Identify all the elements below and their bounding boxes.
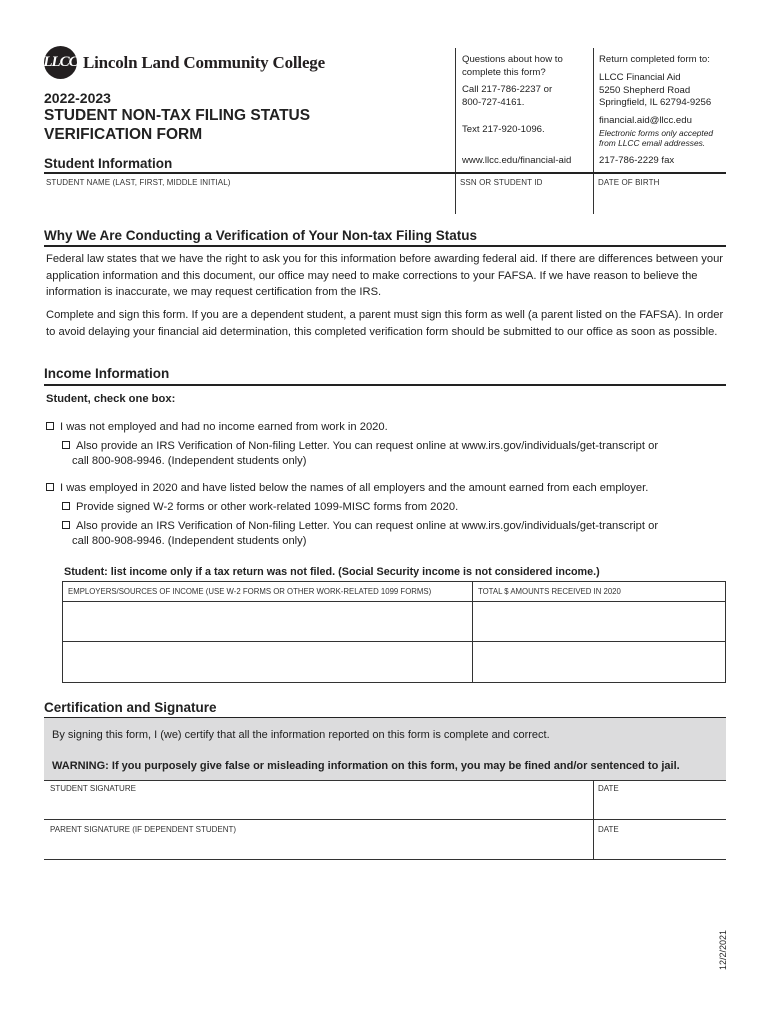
form-title [44,106,344,144]
college-name: Lincoln Land Community College [83,52,325,72]
ssn-label: SSN OR STUDENT ID [460,178,543,187]
option1-sub1-line1: Also provide an IRS Verification of Non-filing Letter. You can request online at www.irs.gov/individuals/get-transcript or [76,440,659,452]
income-col2-header: TOTAL $ AMOUNTS RECEIVED IN 2020 [473,582,726,602]
student-name-label: STUDENT NAME (LAST, FIRST, MIDDLE INITIAL) [46,178,231,187]
option2-sub2-line2: call 800-908-9946. (Independent students only) [72,535,307,547]
call-text [462,84,552,109]
option2-sub1-row [62,500,458,516]
option1-row [46,420,388,436]
return-label: Return completed form to: [599,54,710,65]
form-title-line1: STUDENT NON-TAX FILING STATUS [44,107,311,124]
income-source-cell-2[interactable] [63,642,473,683]
income-heading: Income Information [44,366,170,381]
address-line3: Springfield, IL 62794-9256 [599,97,712,108]
questions-text [462,54,563,79]
income-rule [44,384,726,386]
certification-warning: WARNING: If you purposely give false or misleading information on this form, you may be fined and/or sentenced to jail. [52,760,680,772]
email-note-line1: Electronic forms only accepted [599,127,714,138]
table-row [63,582,726,602]
email-note-line2: from LLCC email addresses. [599,137,706,148]
option2-sub2-line1: Also provide an IRS Verification of Non-filing Letter. You can request online at www.irs.gov/individuals/get-transcript or [76,520,659,532]
option2-label: I was employed in 2020 and have listed below the names of all employers and the amount earned from each employer. [60,482,649,494]
student-signature-label: STUDENT SIGNATURE [50,784,136,793]
parent-date-label: DATE [598,825,619,834]
college-logo [44,46,325,79]
parent-date-field[interactable] [594,821,726,859]
parent-signature-field[interactable] [44,821,592,859]
questions-line1: Questions about how to [462,54,563,65]
option2-sub2-row [62,519,658,535]
revision-date: 12/2/2021 [718,929,728,970]
form-title-line2: VERIFICATION FORM [44,126,203,143]
why-heading: Why We Are Conducting a Verification of Your Non-tax Filing Status [44,228,478,243]
option1-sub1-line2: call 800-908-9946. (Independent students only) [72,455,307,467]
why-paragraph-2: Complete and sign this form. If you are a dependent student, a parent must sign this form as well (a parent listed on the FAFSA). In order to avoid delaying your financial aid determination, this completed verification form should be submitted to our office as soon as possible. [46,309,724,338]
form-year: 2022-2023 [44,90,111,106]
ssn-field[interactable] [456,176,592,214]
dob-label: DATE OF BIRTH [598,178,660,187]
income-col1-header: EMPLOYERS/SOURCES OF INCOME (USE W-2 FORMS OR OTHER WORK-RELATED 1099 FORMS) [63,582,473,602]
option2-sub2-checkbox[interactable] [62,521,70,529]
income-table-note: Student: list income only if a tax return was not filed. (Social Security income is not considered income.) [64,566,600,578]
email-link[interactable]: financial.aid@llcc.edu [599,115,692,126]
student-name-field[interactable] [44,176,454,214]
option2-sub1-checkbox[interactable] [62,502,70,510]
certification-heading: Certification and Signature [44,700,217,715]
why-rule [44,245,726,247]
income-instruction: Student, check one box: [46,393,176,405]
option2-checkbox[interactable] [46,483,54,491]
return-address [599,72,711,110]
student-signature-field[interactable] [44,781,592,819]
student-date-label: DATE [598,784,619,793]
questions-line2: complete this form? [462,66,546,78]
student-info-heading: Student Information [44,156,173,171]
option1-sub1-checkbox[interactable] [62,441,70,449]
parent-signature-label: PARENT SIGNATURE (IF DEPENDENT STUDENT) [50,825,237,834]
college-logo-mark: LLCC [44,46,77,79]
income-amount-cell-2[interactable] [473,642,726,683]
table-row [63,642,726,683]
option1-label: I was not employed and had no income earned from work in 2020. [60,421,388,433]
address-line2: 5250 Shepherd Road [599,84,691,96]
option1-sub1-row [62,439,658,455]
why-paragraph-1: Federal law states that we have the right to ask you for this information before awarding federal aid. If there are differences between your application information and this document, our office may need to make corrections to your FAFSA. If we have reason to believe the information is inaccurate, we may request certification from the IRS. [46,253,724,298]
website-link[interactable]: www.llcc.edu/financial-aid [462,155,572,166]
call-line1: Call 217-786-2237 or [462,84,553,95]
dob-field[interactable] [594,176,726,214]
income-amount-cell-1[interactable] [473,602,726,642]
income-table [62,581,726,683]
call-line2: 800-727-4161. [462,96,525,108]
certification-statement: By signing this form, I (we) certify that all the information reported on this form is complete and correct. [52,729,550,741]
table-row [63,602,726,642]
student-date-field[interactable] [594,781,726,819]
option2-sub1-label: Provide signed W-2 forms or other work-related 1099-MISC forms from 2020. [76,501,459,513]
income-source-cell-1[interactable] [63,602,473,642]
email-block [599,115,713,148]
student-info-rule [44,172,726,174]
address-line1: LLCC Financial Aid [599,72,681,83]
option1-checkbox[interactable] [46,422,54,430]
text-number: Text 217-920-1096. [462,124,545,135]
fax-number: 217-786-2229 fax [599,155,675,166]
option2-row [46,481,648,497]
